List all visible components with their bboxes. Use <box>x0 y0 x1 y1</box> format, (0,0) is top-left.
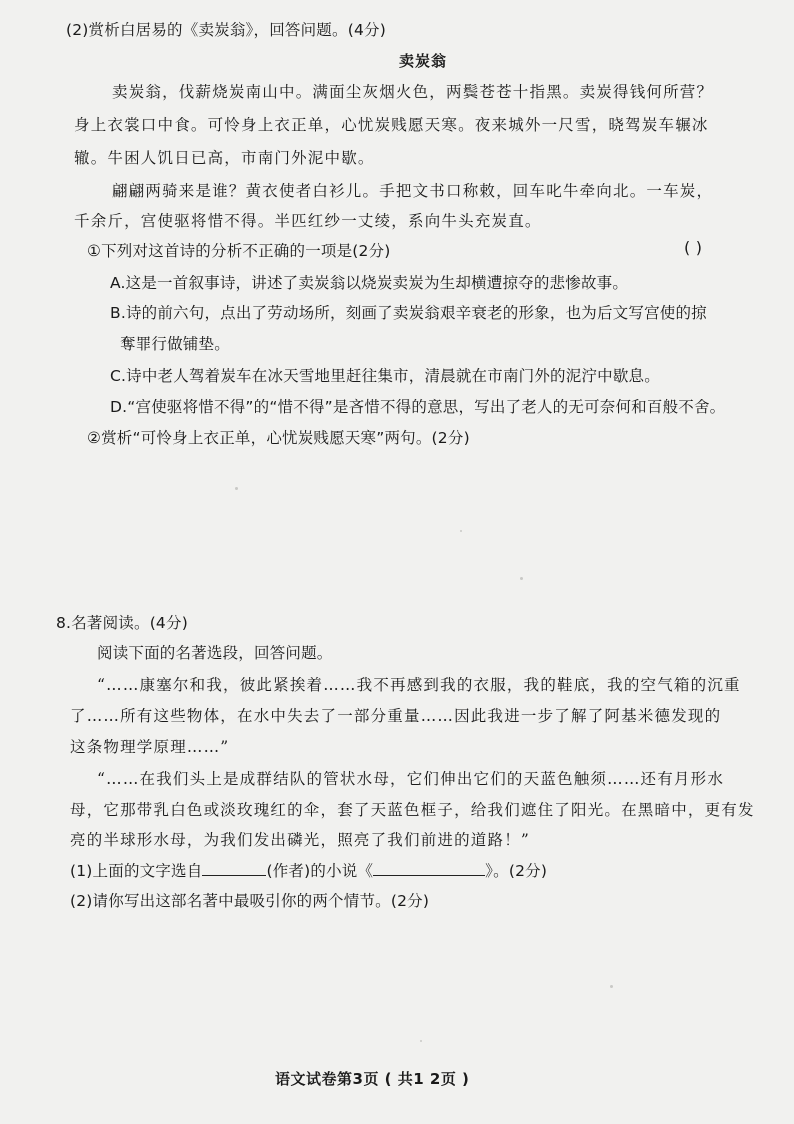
q7-2-sub2-question: ②赏析“可怜身上衣正单，心忧炭贱愿天寒”两句。(2分) <box>87 429 470 447</box>
answer-area-q8[interactable] <box>70 920 760 1060</box>
q8-heading: 8.名著阅读。(4分) <box>56 614 188 632</box>
paper-speck <box>420 1040 422 1042</box>
passage1-line: 这条物理学原理……” <box>70 738 230 756</box>
passage2-line: 亮的半球形水母，为我们发出磷光，照亮了我们前进的道路！” <box>70 831 531 849</box>
poem-line: 卖炭翁，伐薪烧炭南山中。满面尘灰烟火色，两鬓苍苍十指黑。卖炭得钱何所营？ <box>112 83 714 101</box>
q7-2-heading: (2)赏析白居易的《卖炭翁》，回答问题。(4分) <box>66 21 386 39</box>
answer-parentheses[interactable]: ( ) <box>684 238 703 257</box>
passage1-line: “……康塞尔和我，彼此紧挨着……我不再感到我的衣服，我的鞋底，我的空气箱的沉重 <box>97 676 741 694</box>
poem-title: 卖炭翁 <box>399 52 448 70</box>
q8-sub1-suffix: 》。(2分) <box>485 862 548 880</box>
poem-line: 辙。牛困人饥日已高，市南门外泥中歇。 <box>74 149 375 167</box>
option-b: B.诗的前六句，点出了劳动场所，刻画了卖炭翁艰辛衰老的形象，也为后文写宫使的掠 <box>110 304 707 322</box>
poem-line: 身上衣裳口中食。可怜身上衣正单，心忧炭贱愿天寒。夜来城外一尺雪，晓驾炭车辗冰 <box>74 116 709 134</box>
poem-line: 翩翩两骑来是谁？黄衣使者白衫儿。手把文书口称敕，回车叱牛牵向北。一车炭， <box>112 182 714 200</box>
q8-sub2-question: (2)请你写出这部名著中最吸引你的两个情节。(2分) <box>70 892 430 910</box>
poem-line: 千余斤，宫使驱将惜不得。半匹红纱一丈绫，系向牛头充炭直。 <box>74 212 542 230</box>
passage2-line: 母，它那带乳白色或淡玫瑰红的伞，套了天蓝色框子，给我们遮住了阳光。在黑暗中，更有发 <box>70 801 755 819</box>
paper-speck <box>520 577 523 580</box>
option-a: A.这是一首叙事诗，讲述了卖炭翁以烧炭卖炭为生却横遭掠夺的悲惨故事。 <box>110 274 629 292</box>
author-blank[interactable] <box>202 861 266 876</box>
paper-speck <box>235 487 238 490</box>
option-b-continued: 奪罪行做铺垫。 <box>120 335 230 353</box>
answer-area-q7[interactable] <box>70 460 760 600</box>
q8-intro: 阅读下面的名著选段，回答问题。 <box>97 644 333 662</box>
passage1-line: 了……所有这些物体，在水中失去了一部分重量……因此我进一步了解了阿基米德发现的 <box>70 707 722 725</box>
q8-sub1 <box>70 861 547 881</box>
page-footer: 语文试卷第3页 ( 共1 2页 ) <box>275 1070 470 1088</box>
q7-2-sub1-question: ①下列对这首诗的分析不正确的一项是(2分) <box>87 242 391 260</box>
option-c: C.诗中老人驾着炭车在冰天雪地里赶往集市，清晨就在市南门外的泥泞中歇息。 <box>110 367 660 385</box>
passage2-line: “……在我们头上是成群结队的管状水母，它们伸出它们的天蓝色触须……还有月形水 <box>97 770 725 788</box>
option-d: D.“宫使驱将惜不得”的“惜不得”是吝惜不得的意思，写出了老人的无可奈何和百般不舍。 <box>110 398 726 416</box>
paper-speck <box>460 530 462 532</box>
novel-title-blank[interactable] <box>373 861 485 876</box>
q8-sub1-middle: (作者)的小说《 <box>266 862 374 880</box>
q8-sub1-prefix: (1)上面的文字选自 <box>70 862 203 880</box>
paper-speck <box>610 985 613 988</box>
